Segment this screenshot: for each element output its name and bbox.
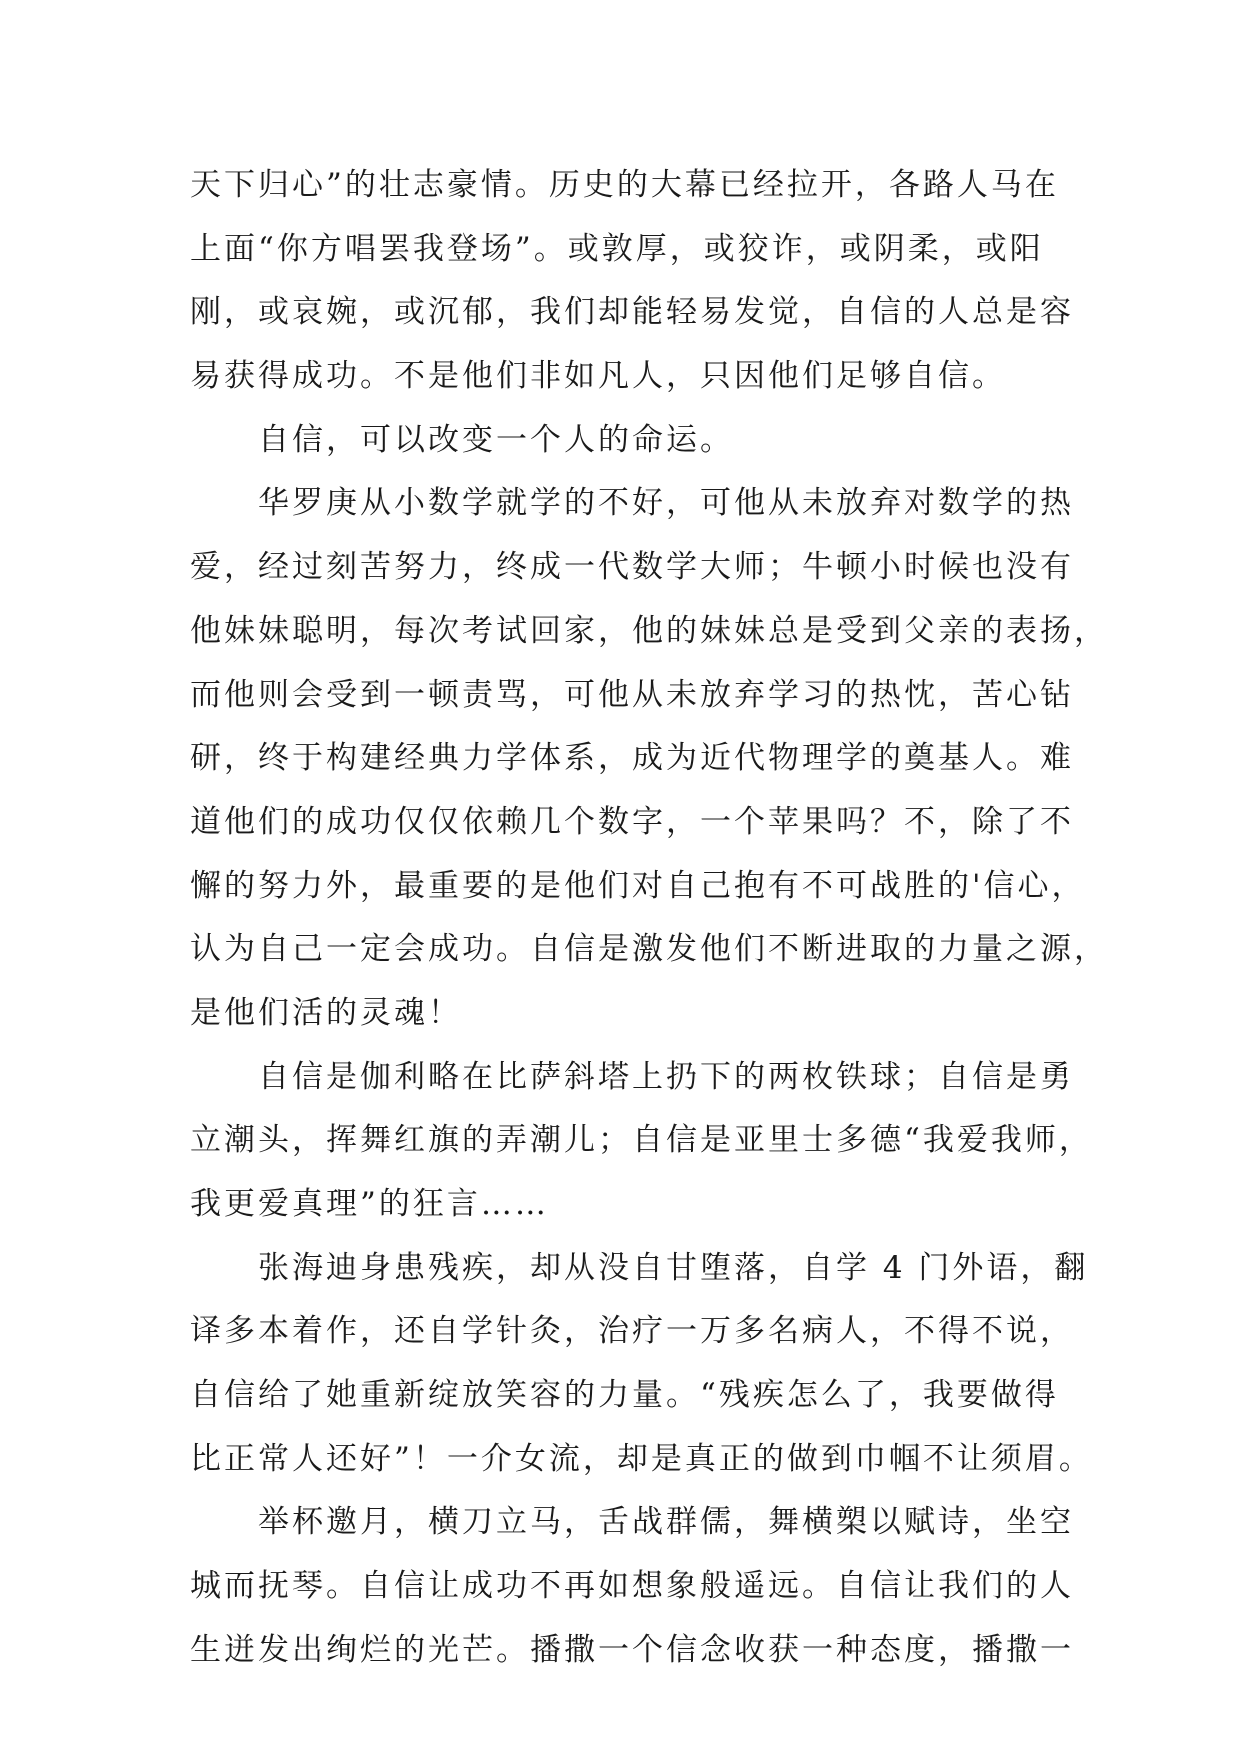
paragraph-line: 生迸发出绚烂的光芒。播撒一个信念收获一种态度，播撒一 xyxy=(190,1631,1074,1668)
paragraph-line: 上面“你方唱罢我登场”。或敦厚，或狡诈，或阴柔，或阳 xyxy=(190,230,1044,267)
paragraph-line: 自信给了她重新绽放笑容的力量。“残疾怎么了，我要做得 xyxy=(190,1377,1059,1414)
paragraph-line: 研，终于构建经典力学体系，成为近代物理学的奠基人。难 xyxy=(190,740,1074,777)
paragraph-line: 天下归心”的壮志豪情。历史的大幕已经拉开，各路人马在 xyxy=(190,167,1059,203)
paragraph-line: 道他们的成功仅仅依赖几个数字，一个苹果吗？不，除了不 xyxy=(190,803,1074,840)
paragraph-line: 是他们活的灵魂！ xyxy=(190,994,462,1031)
paragraph-1 xyxy=(190,154,1090,409)
paragraph-line: 比正常人还好”！一介女流，却是真正的做到巾帼不让须眉。 xyxy=(190,1440,1093,1477)
paragraph-line: 爱，经过刻苦努力，终成一代数学大师；牛顿小时候也没有 xyxy=(190,549,1074,586)
paragraph-5 xyxy=(190,1237,1093,1492)
paragraph-line: 自信，可以改变一个人的命运。 xyxy=(258,421,734,458)
paragraph-6 xyxy=(190,1491,1090,1682)
paragraph-3 xyxy=(190,472,1108,1045)
paragraph-4 xyxy=(190,1046,1093,1237)
paragraph-line: 懈的努力外，最重要的是他们对自己抱有不可战胜的'信心， xyxy=(190,867,1086,904)
paragraph-line: 立潮头，挥舞红旗的弄潮儿；自信是亚里士多德“我爱我师， xyxy=(190,1122,1093,1159)
document-body xyxy=(190,154,1108,1683)
paragraph-line: 举杯邀月，横刀立马，舌战群儒，舞横槊以赋诗，坐空 xyxy=(258,1504,1074,1541)
paragraph-line: 刚，或哀婉，或沉郁，我们却能轻易发觉，自信的人总是容 xyxy=(190,294,1074,331)
paragraph-line: 易获得成功。不是他们非如凡人，只因他们足够自信。 xyxy=(190,358,1006,395)
paragraph-line: 译多本着作，还自学针灸，治疗一万多名病人，不得不说， xyxy=(190,1313,1074,1350)
paragraph-line: 城而抚琴。自信让成功不再如想象般遥远。自信让我们的人 xyxy=(190,1568,1074,1605)
paragraph-line: 张海迪身患残疾，却从没自甘堕落，自学 4 门外语，翻 xyxy=(258,1249,1089,1286)
paragraph-line: 自信是伽利略在比萨斜塔上扔下的两枚铁球；自信是勇 xyxy=(258,1058,1074,1095)
paragraph-2 xyxy=(190,409,1090,473)
paragraph-line: 华罗庚从小数学就学的不好，可他从未放弃对数学的热 xyxy=(258,485,1074,522)
paragraph-line: 我更爱真理”的狂言…… xyxy=(190,1186,549,1222)
paragraph-line: 认为自己一定会成功。自信是激发他们不断进取的力量之源， xyxy=(190,931,1108,968)
paragraph-line: 而他则会受到一顿责骂，可他从未放弃学习的热忱，苦心钻 xyxy=(190,676,1074,713)
paragraph-line: 他妹妹聪明，每次考试回家，他的妹妹总是受到父亲的表扬， xyxy=(190,612,1108,649)
